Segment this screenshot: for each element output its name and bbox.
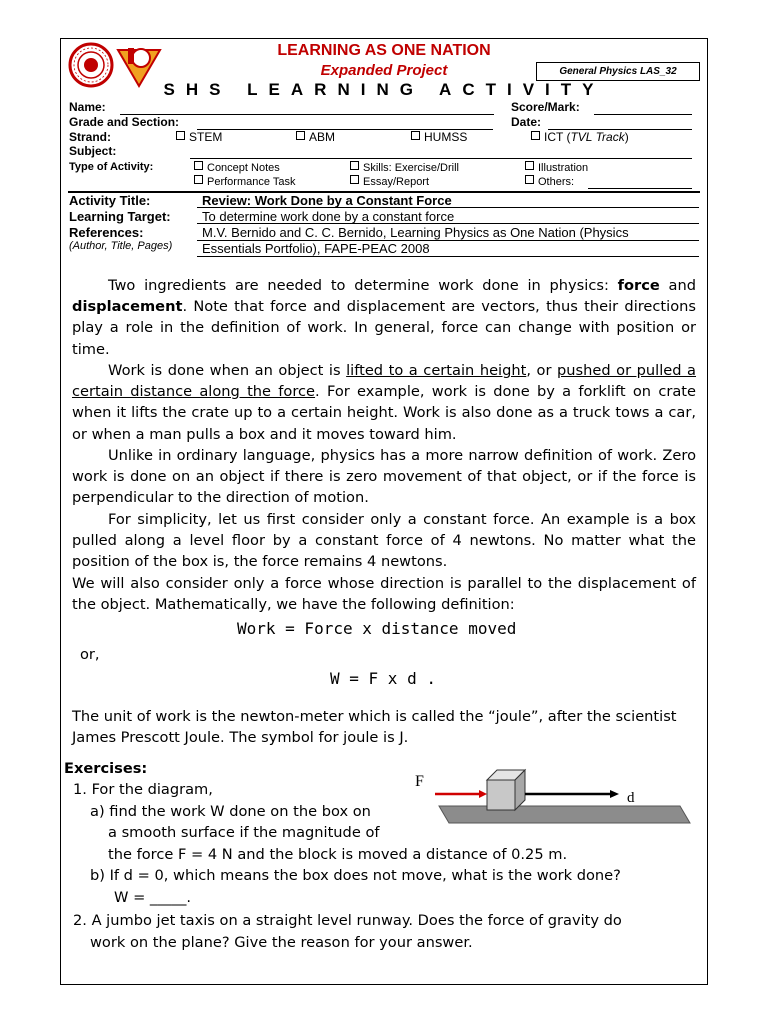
score-label: Score/Mark: [511, 100, 580, 114]
force-diagram [405, 766, 700, 830]
paragraph-4: For simplicity, let us first consider only a constant force. An example is a box pulled along a level floor by a constant force of 4 newtons. No matter what the position of the box is, the force remains 4 newtons. [72, 511, 696, 571]
question-1: 1. For the diagram, [73, 781, 213, 798]
exercises-heading: Exercises: [64, 760, 148, 777]
checkbox-icon[interactable] [350, 161, 359, 170]
checkbox-icon[interactable] [525, 175, 534, 184]
type-essay[interactable]: Essay/Report [350, 175, 429, 188]
or-text: or, [80, 646, 100, 663]
question-1a-line2: a smooth surface if the magnitude of [108, 824, 380, 841]
strand-label: Strand: [69, 130, 111, 144]
question-2-line1: 2. A jumbo jet taxis on a straight level runway. Does the force of gravity do [73, 912, 622, 929]
references-note: (Author, Title, Pages) [69, 240, 173, 252]
references-label: References: [69, 225, 144, 240]
checkbox-icon[interactable] [194, 175, 203, 184]
type-illustration[interactable]: Illustration [525, 161, 588, 174]
checkbox-icon[interactable] [194, 161, 203, 170]
strand-ict[interactable]: ICT (TVL Track) [531, 130, 629, 144]
subject-badge: General Physics LAS_32 [536, 62, 700, 81]
references-line2: Essentials Portfolio), FAPE-PEAC 2008 [202, 241, 430, 256]
formula-w: W = F x d . [330, 669, 436, 688]
activity-title: Review: Work Done by a Constant Force [202, 193, 452, 208]
score-field[interactable] [594, 114, 692, 115]
paragraph-1: Two ingredients are needed to determine work done in physics: force and displacement. Note that force and displacement are vectors, thus their directions play a role in the definition of work. In general, force can change with position or time. [72, 277, 696, 358]
others-field[interactable] [588, 188, 692, 189]
date-label: Date: [511, 115, 542, 129]
checkbox-icon[interactable] [176, 131, 185, 140]
force-arrowhead-icon [479, 790, 487, 798]
paragraph-5: We will also consider only a force whose direction is parallel to the displacement of the object. Mathematically, we have the following definition: [72, 575, 696, 614]
question-2-line2: work on the plane? Give the reason for your answer. [90, 934, 473, 951]
question-1a-line3: the force F = 4 N and the block is moved a distance of 0.25 m. [108, 846, 568, 863]
answer-blank[interactable]: W = _____. [114, 889, 192, 906]
checkbox-icon[interactable] [296, 131, 305, 140]
header-line2: Expanded Project [320, 62, 448, 79]
box-front [487, 780, 515, 810]
divider [197, 256, 699, 257]
type-skills[interactable]: Skills: Exercise/Drill [350, 161, 459, 174]
header-line1: LEARNING AS ONE NATION [277, 42, 491, 59]
divider [197, 223, 699, 224]
displacement-arrowhead-icon [610, 790, 619, 798]
type-performance-task[interactable]: Performance Task [194, 175, 295, 188]
grade-label: Grade and Section: [69, 115, 180, 129]
header-title: SHS LEARNING ACTIVITY [163, 80, 605, 99]
activity-title-label: Activity Title: [69, 193, 151, 208]
target-label: Learning Target: [69, 209, 171, 224]
type-others[interactable]: Others: [525, 175, 574, 188]
subject-field[interactable] [190, 158, 692, 159]
divider [197, 207, 699, 208]
strand-humss[interactable]: HUMSS [411, 130, 467, 144]
f-label: F [415, 773, 424, 790]
floor-surface [439, 806, 690, 823]
strand-stem[interactable]: STEM [176, 130, 222, 144]
checkbox-icon[interactable] [525, 161, 534, 170]
formula-work: Work = Force x distance moved [237, 619, 517, 638]
checkbox-icon[interactable] [411, 131, 420, 140]
subject-label: Subject: [69, 144, 117, 158]
learning-target: To determine work done by a constant force [202, 209, 455, 224]
type-label: Type of Activity: [69, 161, 154, 173]
paragraph-2: Work is done when an object is lifted to a certain height, or pushed or pulled a certain distance along the force. For example, work is done by a forklift on crate when it lifts the crate up to a certain height. Work is also done as a truck tows a car, or when a man pulls a box and it moves toward him. [72, 362, 697, 443]
checkbox-icon[interactable] [531, 131, 540, 140]
checkbox-icon[interactable] [350, 175, 359, 184]
paragraph-3: Unlike in ordinary language, physics has a more narrow definition of work. Zero work is done on an object if there is zero movement of that object, or if the force is perpendicular to the direction of motion. [72, 447, 696, 507]
references-line1: M.V. Bernido and C. C. Bernido, Learning Physics as One Nation (Physics [202, 225, 629, 240]
question-1b: b) If d = 0, which means the box does not move, what is the work done? [90, 867, 621, 884]
strand-abm[interactable]: ABM [296, 130, 335, 144]
d-label: d [627, 790, 635, 806]
paragraph-6: The unit of work is the newton-meter which is called the “joule”, after the scientist James Prescott Joule. The symbol for joule is J. [72, 708, 677, 747]
question-1a-line1: a) find the work W done on the box on [90, 803, 371, 820]
type-concept-notes[interactable]: Concept Notes [194, 161, 280, 174]
name-label: Name: [69, 100, 106, 114]
